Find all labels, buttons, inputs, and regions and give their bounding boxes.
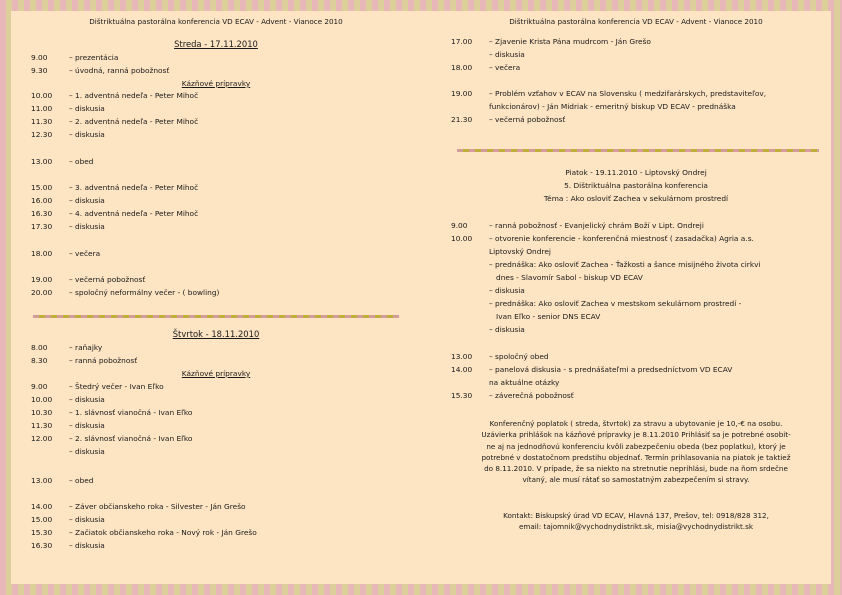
header-left: Dištriktuálna pastorálna konferencia VD ECAV - Advent - Vianoce 2010 bbox=[89, 17, 343, 26]
brochure-page bbox=[11, 11, 831, 584]
info-line: Konferenčný poplatok ( streda, štvrtok) za stravu a ubytovanie je 10,-€ na osobu. bbox=[489, 419, 783, 428]
contact-block bbox=[451, 510, 821, 533]
piatok-title: Piatok - 19.11.2010 - Liptovský Ondrej bbox=[565, 168, 707, 177]
info-paragraph bbox=[451, 418, 821, 486]
header-right: Dištriktuálna pastorálna konferencia VD ECAV - Advent - Vianoce 2010 bbox=[509, 17, 763, 26]
section-divider bbox=[33, 315, 399, 318]
streda-title: Streda - 17.11.2010 bbox=[174, 39, 258, 49]
piatok-theme: Téma : Ako osloviť Zachea v sekulárnom prostredí bbox=[543, 194, 729, 203]
section-divider bbox=[457, 149, 819, 152]
info-line: vítaný, ale musí rátať so samostatným zabezpečením si stravy. bbox=[522, 475, 750, 485]
streda-subtitle: Kázňové prípravky bbox=[181, 79, 251, 88]
right-column: Dištriktuálna pastorálna konferencia VD ECAV - Advent - Vianoce 2010 17.00 – Zjavenie Krista Pána mudrcom - Ján Grešo – diskusia 18.00 – večera 19.00 – Problém vzťahov v ECAV na Slovensku ( medzifarárskych, predstaviteľov, funkcionárov) - Ján Midriak - emeritný biskup VD ECAV - prednáška 21.30 – večerná pobožnosť Piatok - 19.11.2010 - Liptovský Ondrej 5. Dištriktuálna pastorálna konferencia Téma : Ako osloviť Zachea v sekulárnom prostredí 9.00 – ranná pobožnosť - Evanjelický chrám Boží v Lipt. Ondreji 10.00 – otvorenie konferencie - konferenčná miestnosť ( zasadačka) Agria a.s. Liptovský Ondrej – prednáška: Ako osloviť Zachea - Ťažkosti a šance misijného života cirkvi dnes - Slavomír Sabol - biskup VD ECAV – diskusia – prednáška: Ako osloviť Zachea v mestskom sekulárnom prostredí - Ivan Eľko - senior DNS ECAV – diskusia 13.00 – spoločný obed 14.00 – panelová diskusia - s prednášateľmi a predsedníctvom VD ECAV na aktuálne otázky 15.30 – záverečná pobožnosť Konferenčný poplatok ( streda, štvrtok) za stravu a ubytovanie je 10,-€ na osobu. Uzávierka prihlášok na kázňové prípravky je 8.11.2010 Prihlásiť sa je potrebné osobit- ne aj na jednodňovú konferenciu kvôli zabezpečeniu obeda (bez poplatku), ktorý je potrebné v dostatočnom predstihu objednať. Termín prihlasovania na piatok je taktiež do 8.11.2010. V prípade, že sa niekto na stretnutie neprihlási, bude na ňom srdečne vítaný, ale musí rátať so samostatným zabezpečením si stravy. Kontakt: Biskupský úrad VD ECAV, Hlavná 137, Prešov, tel: 0918/828 312, email: tajomnik@vychodnydistrikt.sk, misia@vychodnydistrikt.sk bbox=[451, 11, 821, 584]
piatok-subtitle: 5. Dištriktuálna pastorálna konferencia bbox=[564, 181, 708, 190]
stvrtok-title: Štvrtok - 18.11.2010 bbox=[172, 329, 260, 339]
stvrtok-subtitle: Kázňové prípravky bbox=[181, 369, 251, 378]
left-column: Dištriktuálna pastorálna konferencia VD ECAV - Advent - Vianoce 2010 Streda - 17.11.2010 9.00 – prezentácia 9.30 – úvodná, ranná pobožnosť Kázňové prípravky 10.00 – 1. adventná nedeľa - Peter Mihoč 11.00 – diskusia 11.30 – 2. adventná nedeľa - Peter Mihoč 12.30 – diskusia 13.00 – obed 15.00 – 3. adventná nedeľa - Peter Mihoč 16.00 – diskusia 16.30 – 4. adventná nedeľa - Peter Mihoč 17.30 – diskusia 18.00 – večera 19.00 – večerná pobožnosť 20.00 – spoločný neformálny večer - ( bowling) Štvrtok - 18.11.2010 8.00 – raňajky 8.30 – ranná pobožnosť Kázňové prípravky 9.00 – Štedrý večer - Ivan Eľko 10.00 – diskusia 10.30 – 1. slávnosť vianočná - Ivan Eľko 11.30 – diskusia 12.00 – 2. slávnosť vianočná - Ivan Eľko – diskusia 13.00 – obed 14.00 – Záver občianskeho roka - Silvester - Ján Grešo 15.00 – diskusia 15.30 – Začiatok občianskeho roka - Nový rok - Ján Grešo 16.30 – diskusia bbox=[31, 11, 401, 584]
contact-line: email: tajomnik@vychodnydistrikt.sk, misia@vychodnydistrikt.sk bbox=[518, 522, 753, 532]
info-line: potrebné v dostatočnom predstihu objednať. Termín prihlasovania na piatok je taktiež bbox=[481, 452, 791, 462]
info-line: do 8.11.2010. V prípade, že sa niekto na stretnutie neprihlási, bude na ňom srdečne bbox=[484, 464, 788, 474]
contact-line: Kontakt: Biskupský úrad VD ECAV, Hlavná 137, Prešov, tel: 0918/828 312, bbox=[503, 511, 769, 520]
info-line: Uzávierka prihlášok na kázňové prípravky je 8.11.2010 Prihlásiť sa je potrebné osobit- bbox=[481, 430, 791, 440]
info-line: ne aj na jednodňovú konferenciu kvôli zabezpečeniu obeda (bez poplatku), ktorý je bbox=[486, 441, 786, 451]
